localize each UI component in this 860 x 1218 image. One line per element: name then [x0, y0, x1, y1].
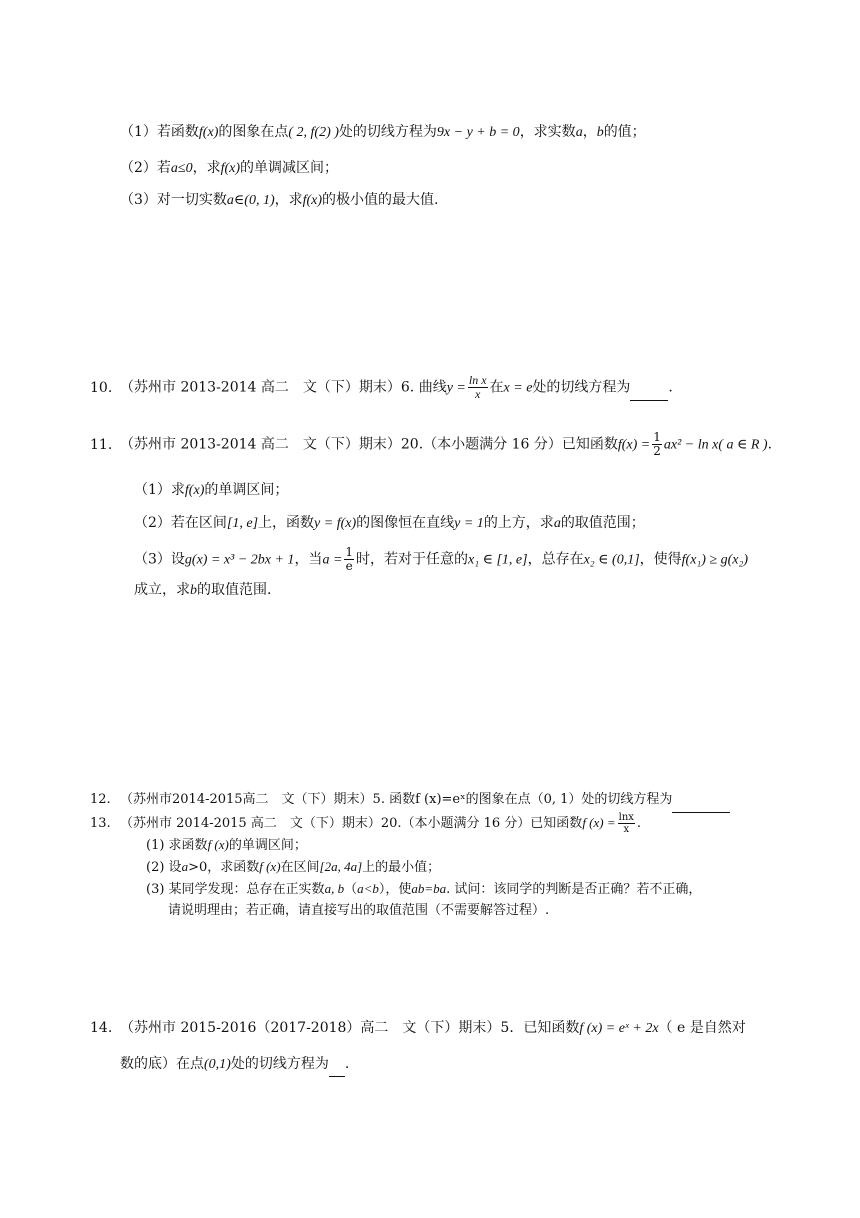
- denominator: 2: [653, 444, 661, 458]
- text: . 试问：该同学的判断是否正确？若不正确，: [446, 882, 702, 897]
- math: ( 2, f(2) ): [288, 125, 339, 140]
- answer-blank: [672, 792, 730, 813]
- q11-part2: [134, 513, 645, 534]
- q13-part2: [146, 857, 440, 878]
- text: 的取值范围；: [560, 515, 645, 531]
- math: [1, e]: [226, 516, 259, 531]
- q11-part3-cont: [134, 580, 271, 601]
- math: f(x): [198, 125, 219, 140]
- numerator: ln x: [468, 373, 487, 387]
- question-number: 11.: [90, 436, 113, 453]
- math: f (x): [259, 859, 281, 874]
- math: ax² − ln x: [663, 437, 719, 453]
- math: b: [190, 583, 197, 598]
- numerator: 1: [345, 545, 354, 559]
- text: ，使得: [639, 551, 682, 568]
- text: 的上方，求: [483, 515, 554, 531]
- math: ab=ba: [411, 881, 447, 896]
- text: （: [344, 882, 358, 897]
- text: (1) 求函数: [146, 838, 208, 853]
- q13-part3: [146, 879, 701, 900]
- text: 上的最小值；: [362, 860, 441, 875]
- text: （1）若函数: [120, 124, 199, 140]
- math: f (x): [207, 837, 229, 852]
- numerator: 1: [653, 430, 661, 444]
- question-number: 12.: [90, 792, 111, 807]
- math: [2a, 4a]: [319, 859, 363, 874]
- math: x₂ ∈ (0,1]: [583, 552, 640, 568]
- math: a: [553, 516, 561, 531]
- fraction: [618, 812, 635, 835]
- math: f(x₁) ≥ g(x₂): [681, 552, 749, 568]
- question-number: 14.: [90, 1020, 113, 1036]
- math: f(x): [184, 483, 205, 498]
- q11-part3: [134, 546, 748, 573]
- math: f(x) =: [617, 437, 651, 453]
- text: .: [636, 816, 642, 831]
- text: （2）若: [120, 160, 171, 176]
- text: .: [344, 1056, 350, 1072]
- answer-blank: [630, 380, 668, 401]
- text: 请说明理由；若正确，请直接写出的取值范围（不需要解答过程）.: [168, 903, 550, 918]
- text: ，: [582, 124, 597, 140]
- text: （ e 是自然对: [658, 1020, 746, 1036]
- question-10: [90, 374, 673, 401]
- math: (0,1): [204, 1057, 231, 1072]
- math: y = f(x): [314, 516, 357, 531]
- question-14: [90, 1018, 746, 1039]
- text: 的单调区间；: [228, 838, 307, 853]
- text: 在: [489, 379, 504, 396]
- math: b: [596, 125, 604, 140]
- text: 上，函数: [258, 515, 315, 531]
- math: a, b: [324, 881, 345, 896]
- math: a<b: [357, 881, 379, 896]
- text: 的取值范围.: [197, 582, 272, 598]
- math: g(x) = x³ − 2bx + 1: [184, 552, 295, 568]
- fraction: [652, 431, 662, 458]
- q11-part1: [134, 480, 288, 501]
- text: ，当: [294, 551, 323, 568]
- math: y = 1: [454, 516, 484, 531]
- denominator: x: [475, 387, 481, 401]
- text: ），使: [378, 882, 412, 897]
- math: f(x): [220, 161, 241, 176]
- text: ，求: [192, 160, 221, 176]
- denominator: e: [345, 559, 353, 573]
- text: >0，求函数: [188, 860, 260, 875]
- text: 的图像恒在直线: [356, 515, 455, 531]
- q13-part3-cont: [168, 901, 549, 921]
- text: (2) 设: [146, 860, 182, 875]
- text: （苏州市 2014-2015 高二 文（下）期末）20.（本小题满分 16 分）已知函数: [120, 816, 583, 831]
- text: （苏州市 2013-2014 高二 文（下）期末）6. 曲线: [120, 379, 447, 396]
- question-number: 13.: [90, 816, 111, 831]
- text: 的值；: [603, 124, 646, 140]
- text: 处的切线方程为: [338, 124, 437, 140]
- text: （苏州市 2013-2014 高二 文（下）期末）20.（本小题满分 16 分）已知函数: [120, 436, 618, 453]
- question-11: [90, 431, 772, 458]
- text: 的极小值的最大值.: [322, 192, 439, 208]
- text: 的单调减区间；: [240, 160, 339, 176]
- math: f (x) =: [582, 815, 616, 830]
- text: ，求: [274, 192, 303, 208]
- text: 时，若对于任意的: [356, 551, 469, 568]
- q13-part1: [146, 835, 307, 856]
- text: （2）若在区间: [134, 515, 227, 531]
- text: （苏州市 2015-2016（2017-2018）高二 文（下）期末）5．已知函数: [120, 1020, 580, 1036]
- question-number: 10.: [90, 379, 113, 396]
- text: （3）设: [134, 551, 185, 568]
- math: a =: [322, 552, 343, 568]
- math: x = e: [503, 380, 533, 396]
- text: ，求实数: [519, 124, 576, 140]
- text: （苏州市2014-2015高二 文（下）期末）5. 函数f (x)=eˣ的图象在点（0, 1）处的切线方程为: [120, 792, 673, 807]
- math: a: [575, 125, 583, 140]
- math: ( a ∈ R ): [718, 437, 768, 453]
- math: 9x − y + b = 0: [436, 125, 520, 140]
- question-13: [90, 812, 641, 835]
- math: a∈(0, 1): [226, 193, 275, 208]
- text: .: [668, 379, 673, 396]
- text: (3) 某同学发现：总存在正实数: [146, 882, 325, 897]
- text: 处的切线方程为: [230, 1056, 329, 1072]
- math: a: [181, 859, 189, 874]
- denominator: x: [623, 824, 630, 835]
- math: a≤0: [170, 161, 193, 176]
- math: y =: [446, 380, 466, 396]
- numerator: lnx: [618, 812, 634, 823]
- text: （1）求: [134, 482, 185, 498]
- text: 的图象在点: [218, 124, 289, 140]
- q9-part2: [120, 158, 338, 179]
- text: 成立，求: [134, 582, 190, 598]
- fraction: [468, 374, 488, 401]
- math: x₁ ∈ [1, e]: [468, 552, 528, 568]
- text: 数的底）在点: [120, 1056, 204, 1072]
- text: 处的切线方程为: [532, 379, 631, 396]
- math: f (x) = eˣ + 2x: [579, 1021, 659, 1036]
- answer-blank: [329, 1056, 345, 1077]
- text: ，总存在: [527, 551, 584, 568]
- math: f(x): [302, 193, 323, 208]
- text: （3）对一切实数: [120, 192, 227, 208]
- text: 的单调区间；: [204, 482, 289, 498]
- q9-part3: [120, 190, 439, 211]
- fraction: [344, 546, 354, 573]
- question-14-cont: [120, 1054, 349, 1077]
- text: .: [767, 436, 773, 453]
- question-12: [90, 790, 730, 813]
- q9-part1: [120, 122, 646, 143]
- text: 在区间: [280, 860, 320, 875]
